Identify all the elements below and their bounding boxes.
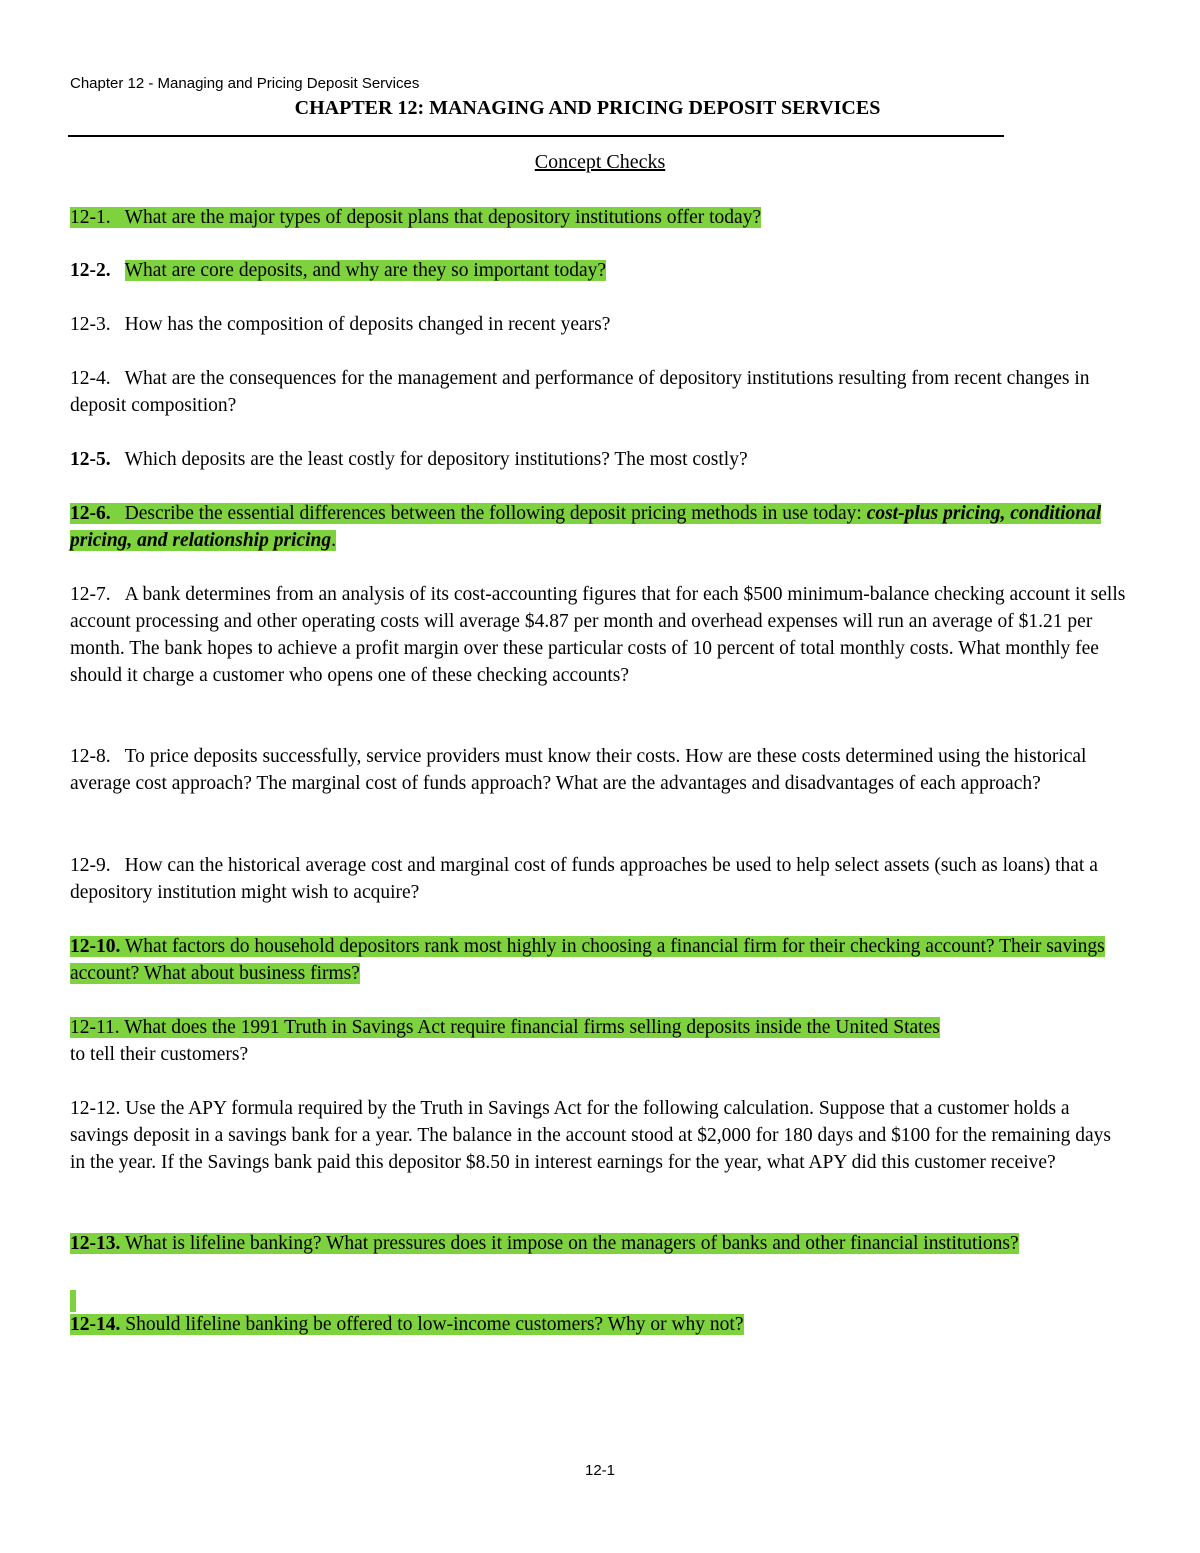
- question-12-1: [70, 204, 1130, 231]
- question-text: What are the consequences for the management and performance of depository institutions resulting from recent changes in deposit composition?: [70, 368, 1090, 416]
- question-number: 12-3.: [70, 314, 111, 335]
- question-text: Should lifeline banking be offered to low-income customers? Why or why not?: [125, 1314, 744, 1335]
- question-emphasis: cost-plus pricing, conditional pricing, and relationship pricing: [70, 503, 1102, 551]
- question-text-tail: to tell their customers?: [70, 1044, 249, 1065]
- highlight-marker: [70, 1290, 76, 1312]
- question-text: How can the historical average cost and marginal cost of funds approaches be used to help select assets (such as loans) that a depository institution might wish to acquire?: [70, 855, 1098, 903]
- question-12-3: [70, 311, 1130, 338]
- question-12-5: [70, 446, 1130, 473]
- question-text: Use the APY formula required by the Truth in Savings Act for the following calculation. Suppose that a customer holds a savings deposit in a savings bank for a year. The balance in the account stood at $2,000 for 180 days and $100 for the remaining days in the year. If the Savings bank paid this depositor $8.50 in interest earnings for the year, what APY did this customer receive?: [70, 1098, 1112, 1173]
- question-12-6: [70, 500, 1130, 554]
- question-number: 12-2.: [70, 260, 111, 281]
- running-header: Chapter 12 - Managing and Pricing Deposit Services: [70, 75, 420, 92]
- question-text: Which deposits are the least costly for depository institutions? The most costly?: [124, 449, 748, 470]
- question-number: 12-14.: [70, 1314, 121, 1335]
- question-12-8: [70, 743, 1130, 797]
- question-12-9: [70, 852, 1130, 906]
- question-text: What are core deposits, and why are they so important today?: [124, 260, 607, 281]
- question-text: What is lifeline banking? What pressures does it impose on the managers of banks and other financial institutions?: [124, 1233, 1019, 1254]
- question-text: How has the composition of deposits changed in recent years?: [124, 314, 611, 335]
- question-number: 12-7.: [70, 584, 111, 605]
- question-text: Describe the essential differences between the following deposit pricing methods in use today:: [124, 503, 862, 524]
- question-number: 12-11.: [70, 1017, 120, 1038]
- question-text: What does the 1991 Truth in Savings Act require financial firms selling deposits inside the United States: [124, 1017, 940, 1038]
- question-number: 12-6.: [70, 503, 111, 524]
- question-text: What factors do household depositors rank most highly in choosing a financial firm for their checking account? Their savings account? What about business firms?: [70, 936, 1105, 984]
- question-number: 12-13.: [70, 1233, 121, 1254]
- question-12-4: [70, 365, 1130, 419]
- question-text: What are the major types of deposit plans that depository institutions offer today?: [124, 207, 762, 228]
- question-12-12: [70, 1095, 1130, 1176]
- question-number: 12-12.: [70, 1098, 121, 1119]
- question-number: 12-9.: [70, 855, 111, 876]
- question-number: 12-10.: [70, 936, 121, 957]
- question-12-7: [70, 581, 1130, 689]
- question-end: .: [331, 530, 337, 551]
- question-12-13: [70, 1230, 1130, 1257]
- question-text: To price deposits successfully, service providers must know their costs. How are these costs determined using the historical average cost approach? The marginal cost of funds approach? What are the advantages and disadvantages of each approach?: [70, 746, 1087, 794]
- question-number: 12-1.: [70, 207, 111, 228]
- question-12-10: [70, 933, 1130, 987]
- question-text: A bank determines from an analysis of its cost-accounting figures that for each $500 minimum-balance checking account it sells account processing and other operating costs will average $4.87 per month and overhead expenses will run an average of $1.21 per month. The bank hopes to achieve a profit margin over these particular costs of 10 percent of total monthly costs. What monthly fee should it charge a customer who opens one of these checking accounts?: [70, 584, 1126, 686]
- title-divider: [68, 135, 1004, 137]
- question-12-11: [70, 1014, 1130, 1068]
- question-number: 12-5.: [70, 449, 111, 470]
- question-number: 12-8.: [70, 746, 111, 767]
- question-12-14: [70, 1311, 1130, 1338]
- question-12-2: [70, 257, 1130, 284]
- chapter-title: CHAPTER 12: MANAGING AND PRICING DEPOSIT SERVICES: [294, 97, 881, 119]
- question-number: 12-4.: [70, 368, 111, 389]
- section-title: Concept Checks: [534, 151, 666, 173]
- page-number: 12-1: [584, 1462, 616, 1479]
